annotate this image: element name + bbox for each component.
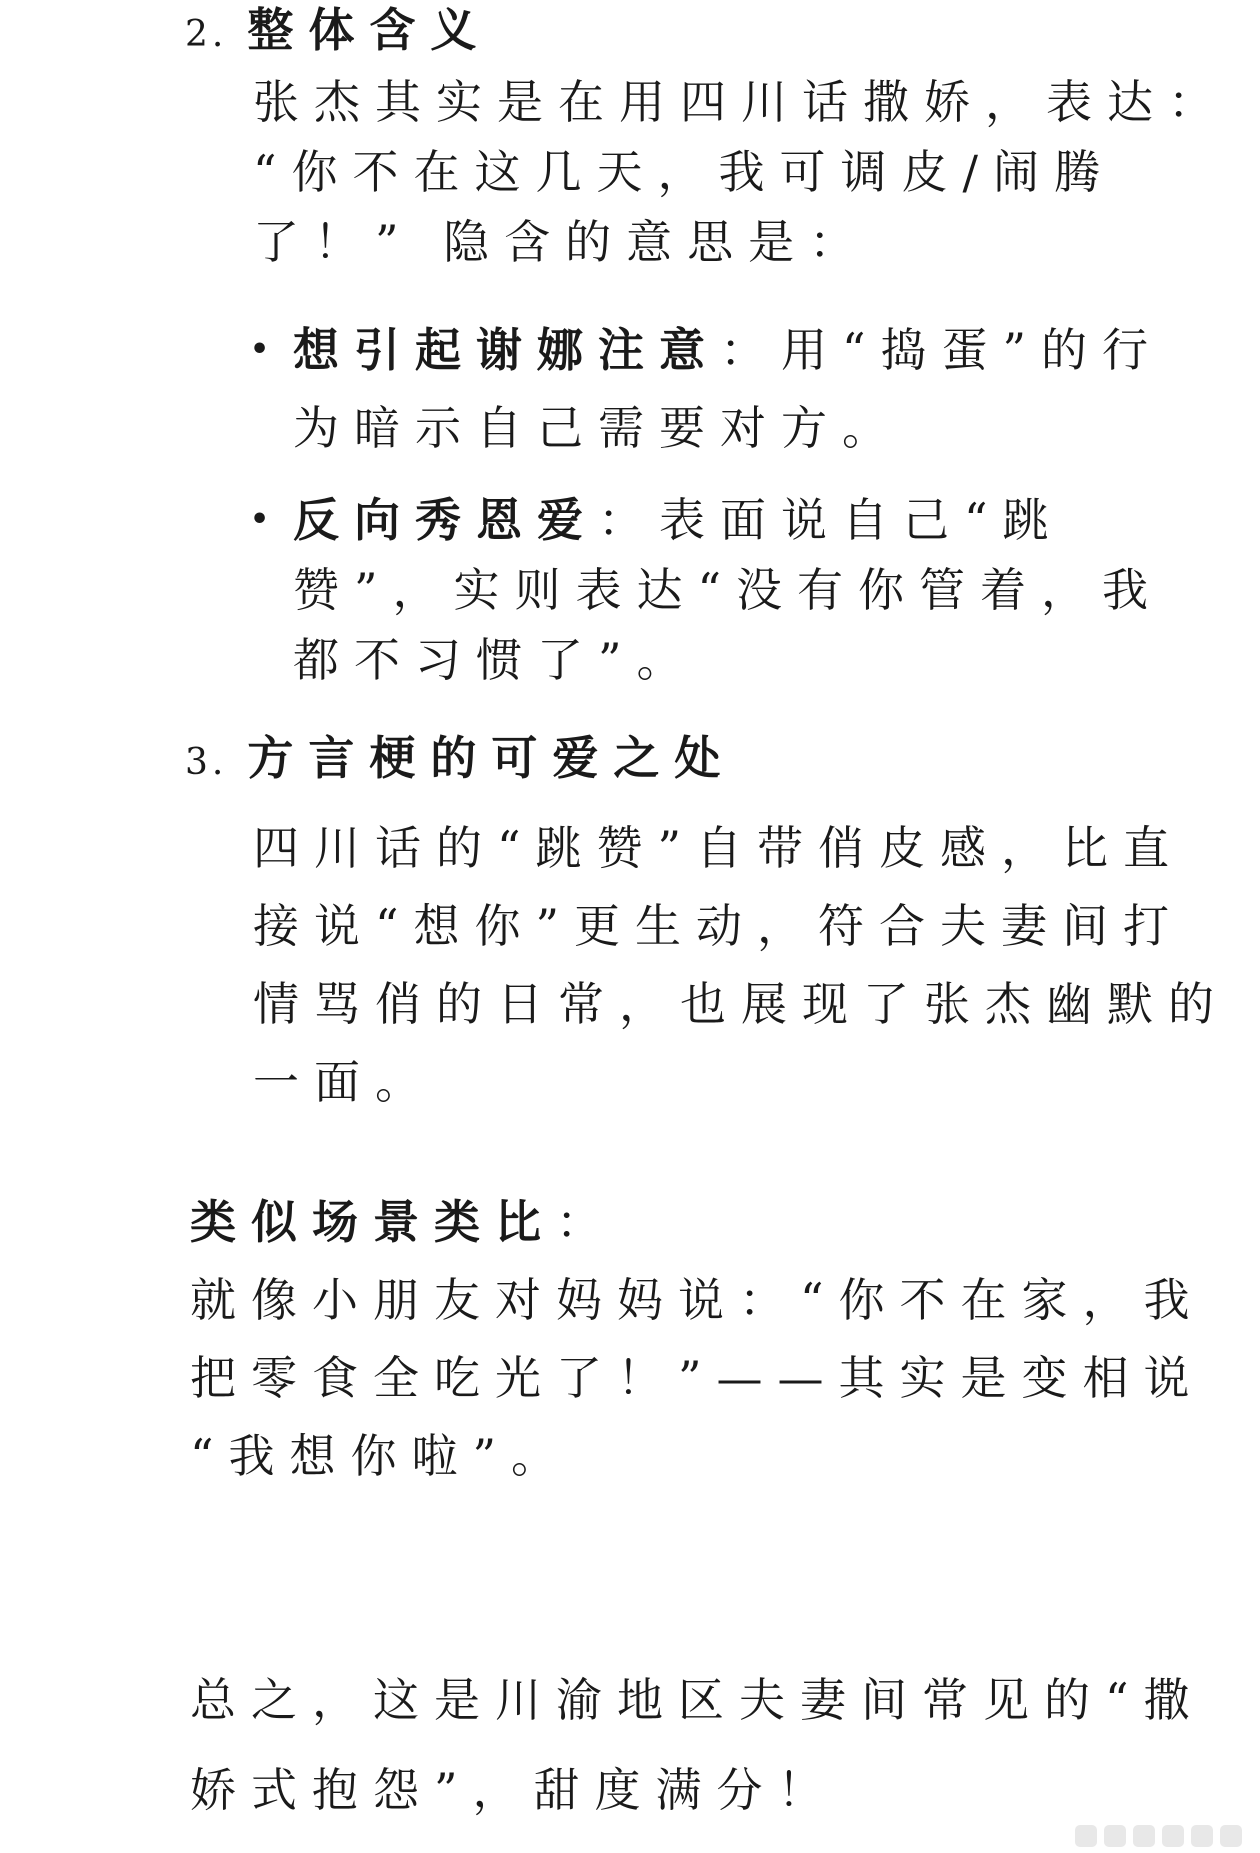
watermark-block xyxy=(1133,1825,1155,1847)
watermark-block xyxy=(1075,1825,1097,1847)
section-3-para-line-3: 情骂俏的日常，也展现了张杰幽默的 xyxy=(253,977,1229,1031)
analogy-line-3: “我想你啦”。 xyxy=(190,1429,573,1483)
section-3-para-line-1: 四川话的“跳赞”自带俏皮感，比直 xyxy=(253,821,1185,875)
section-3-title: 方言梗的可爱之处 xyxy=(247,731,736,785)
analogy-heading-colon: ： xyxy=(556,1195,617,1249)
section-3-heading xyxy=(185,728,735,793)
bullet-2-term: 反向秀恩爱 xyxy=(293,493,598,547)
section-2-number: 2. xyxy=(185,14,228,55)
analogy-line-2: 把零食全吃光了！”——其实是变相说 xyxy=(190,1351,1205,1405)
section-3-para-line-2: 接说“想你”更生动，符合夫妻间打 xyxy=(253,899,1185,953)
watermark-block xyxy=(1191,1825,1213,1847)
bullet-2-line-3: 都不习惯了”。 xyxy=(293,633,698,687)
watermark xyxy=(1075,1825,1242,1847)
bullet-1-rest: ：用“捣蛋”的行 xyxy=(720,323,1164,377)
analogy-heading xyxy=(190,1192,617,1252)
bullet-2-rest: ：表面说自己“跳 xyxy=(598,493,1064,547)
bullet-1-line-2: 为暗示自己需要对方。 xyxy=(293,401,903,455)
conclusion-line-1: 总之，这是川渝地区夫妻间常见的“撒 xyxy=(190,1673,1205,1727)
section-2-heading xyxy=(185,0,491,65)
bullet-2-line-1 xyxy=(293,490,1064,550)
conclusion-line-2: 娇式抱怨”，甜度满分！ xyxy=(190,1763,839,1817)
bullet-dot-2: • xyxy=(250,502,270,537)
bullet-1-term: 想引起谢娜注意 xyxy=(293,323,720,377)
bullet-2-line-2: 赞”，实则表达“没有你管着，我 xyxy=(293,563,1164,617)
analogy-line-1: 就像小朋友对妈妈说：“你不在家，我 xyxy=(190,1273,1205,1327)
bullet-dot-1: • xyxy=(250,332,270,367)
analogy-heading-text: 类似场景类比 xyxy=(190,1195,556,1249)
watermark-block xyxy=(1220,1825,1242,1847)
section-3-para-line-4: 一面。 xyxy=(253,1055,436,1109)
section-2-para-line-1: 张杰其实是在用四川话撒娇，表达： xyxy=(253,75,1229,129)
section-2-para-line-2: “你不在这几天，我可调皮/闹腾 xyxy=(253,145,1116,199)
section-2-para-line-3: 了！” 隐含的意思是： xyxy=(253,215,871,269)
bullet-1-line-1 xyxy=(293,320,1163,380)
section-2-title: 整体含义 xyxy=(247,3,492,57)
section-3-number: 3. xyxy=(185,742,228,783)
watermark-block xyxy=(1104,1825,1126,1847)
watermark-block xyxy=(1162,1825,1184,1847)
